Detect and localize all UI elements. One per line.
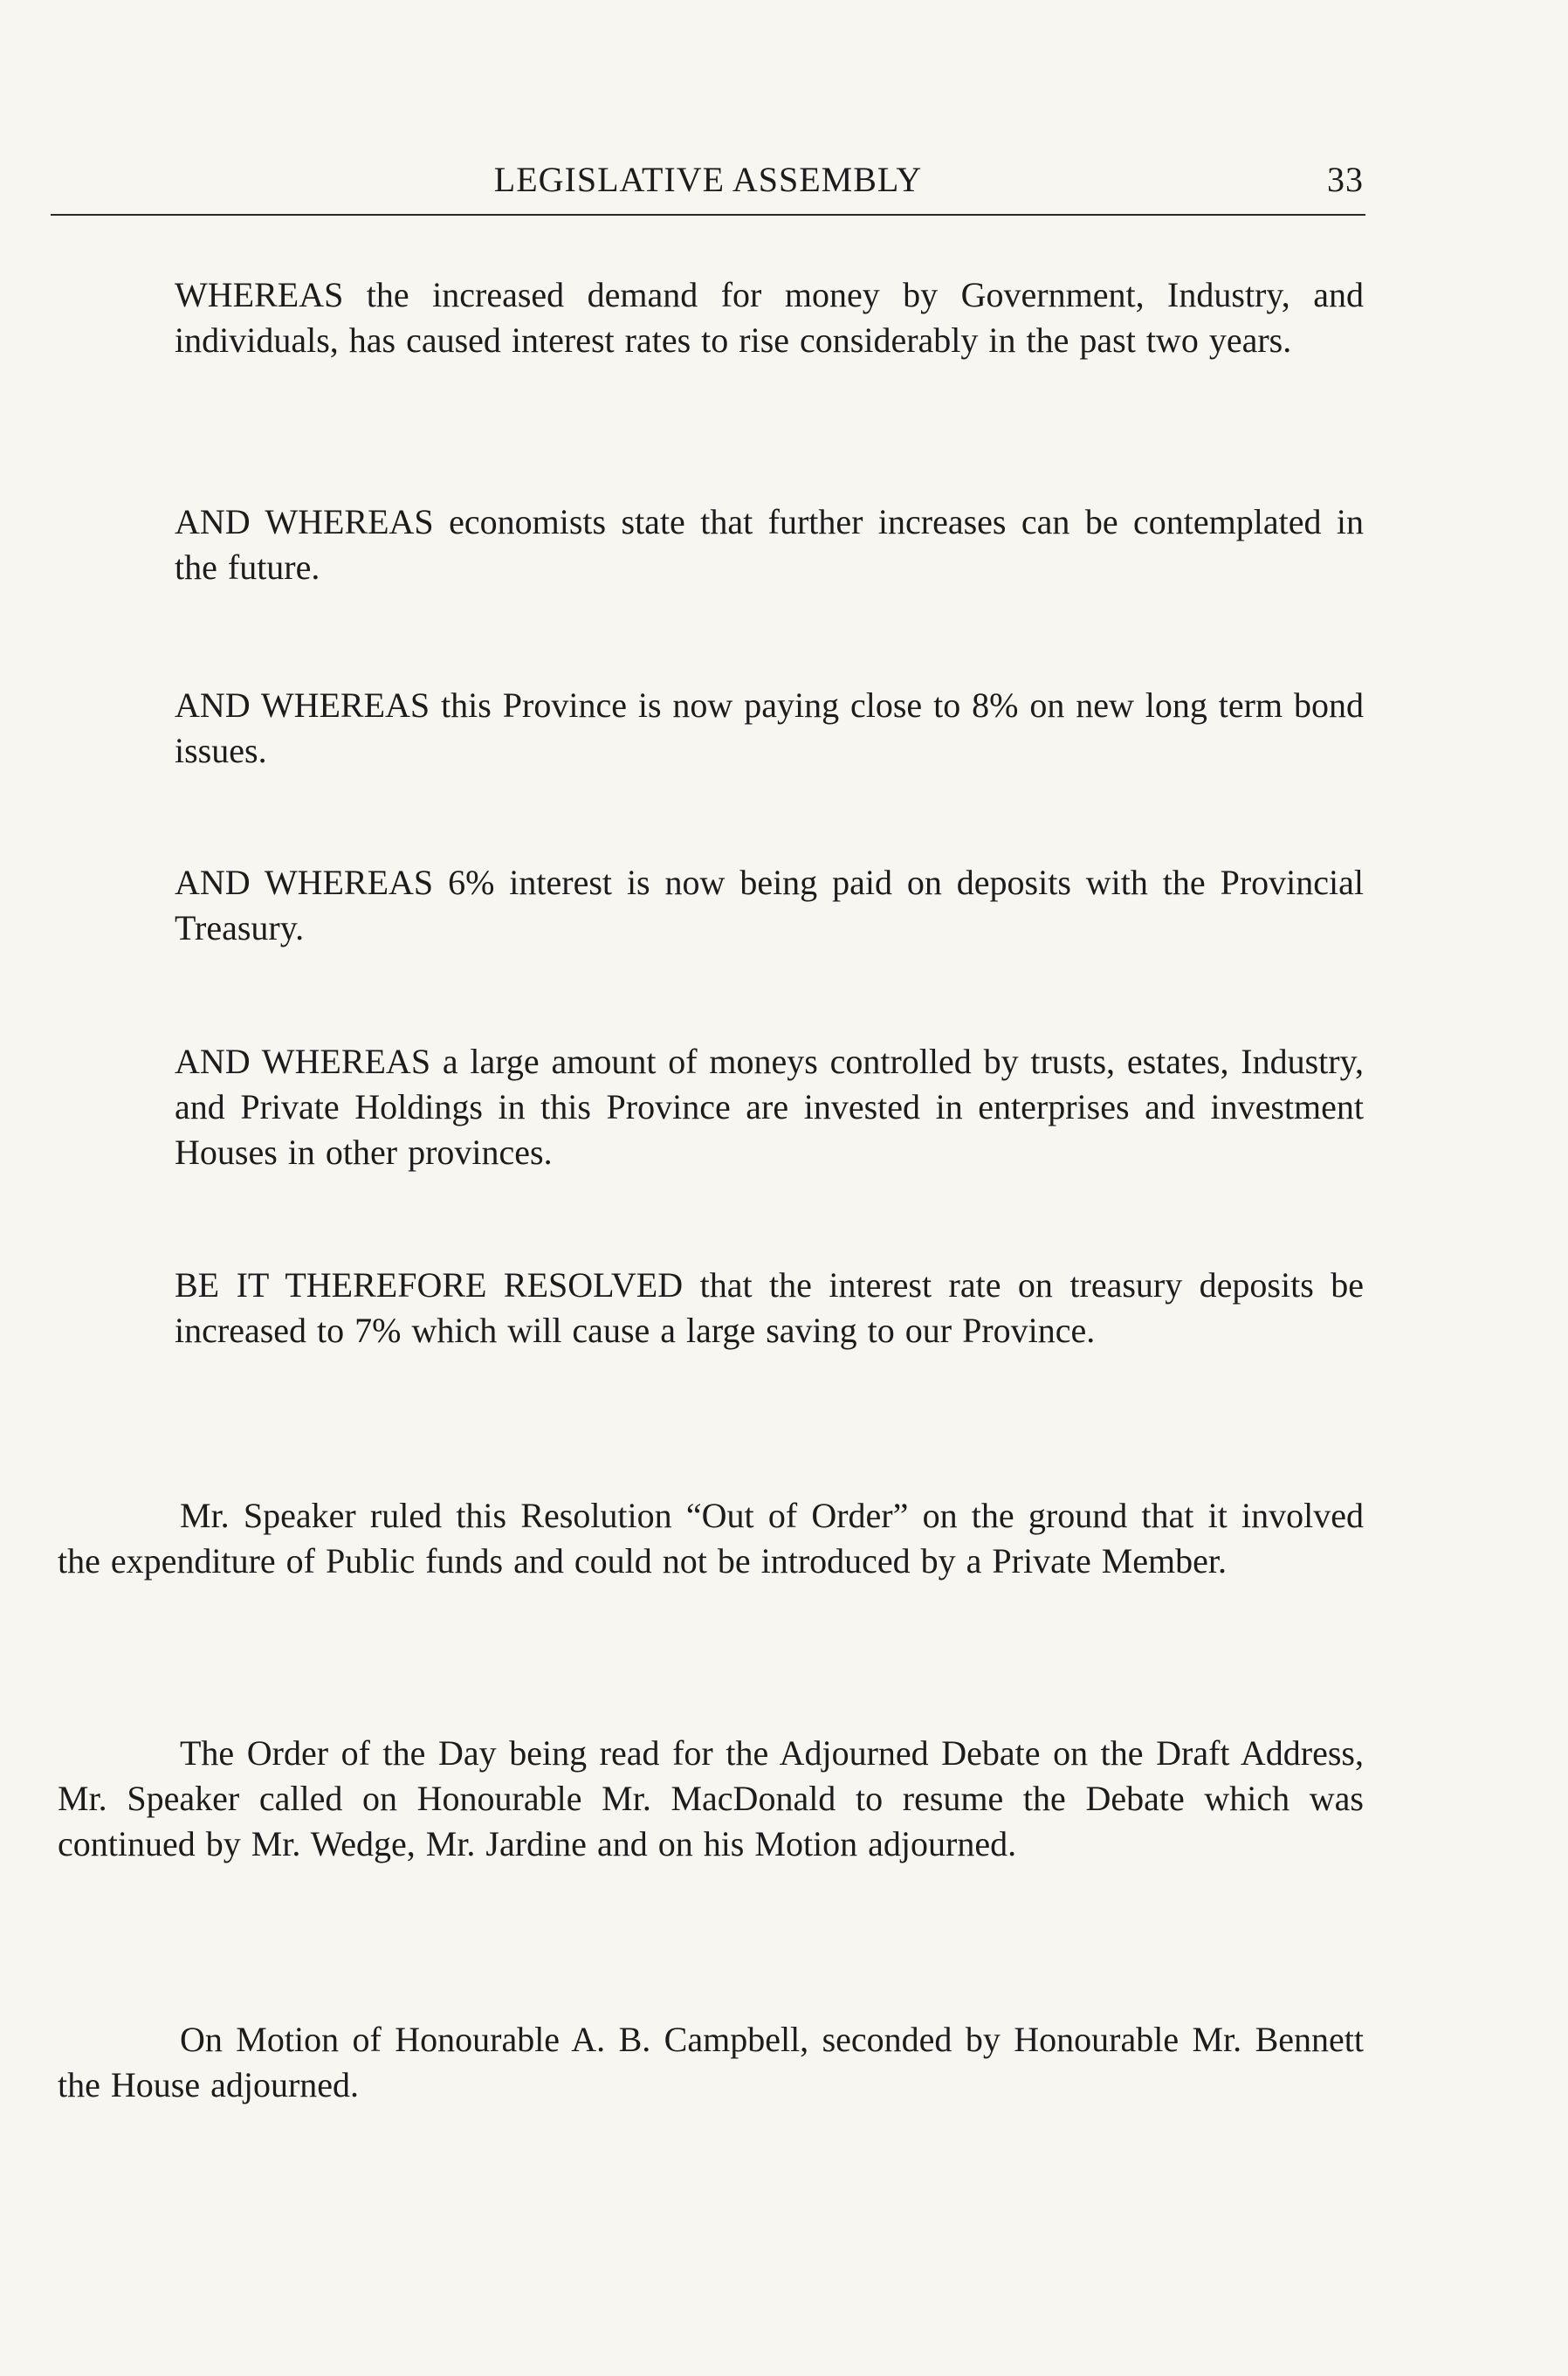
header-title: LEGISLATIVE ASSEMBLY — [493, 160, 923, 199]
whereas-paragraph-economists: AND WHEREAS economists state that further increases can be contemplated in the future. — [175, 502, 1364, 587]
resolved-paragraph: BE IT THEREFORE RESOLVED that the interest rate on treasury deposits be increased to 7% which will cause a large saving to our Province. — [175, 1265, 1364, 1350]
whereas-paragraph-demand: WHEREAS the increased demand for money by Government, Industry, and individuals, has caused interest rates to rise considerably in the past two years. — [175, 275, 1364, 360]
speaker-ruling-paragraph: Mr. Speaker ruled this Resolution “Out of Order” on the ground that it involved the expenditure of Public funds and could not be introduced by a Private Member. — [58, 1496, 1364, 1581]
whereas-paragraph-bond-issues: AND WHEREAS this Province is now paying close to 8% on new long term bond issues. — [175, 685, 1364, 770]
whereas-paragraph-deposits: AND WHEREAS 6% interest is now being paid on deposits with the Provincial Treasury. — [175, 863, 1364, 947]
running-header — [52, 159, 1364, 203]
whereas-paragraph-moneys: AND WHEREAS a large amount of moneys controlled by trusts, estates, Industry, and Private Holdings in this Province are invested in enterprises and investment Houses in other provinces. — [175, 1042, 1364, 1172]
adjournment-paragraph: On Motion of Honourable A. B. Campbell, seconded by Honourable Mr. Bennett the House adjourned. — [58, 2020, 1364, 2104]
order-of-day-paragraph: The Order of the Day being read for the Adjourned Debate on the Draft Address, Mr. Speaker called on Honourable Mr. MacDonald to resume the Debate which was continued by Mr. Wedge, Mr. Jardine and on his Motion adjourned. — [58, 1733, 1364, 1863]
header-rule — [51, 214, 1365, 216]
page-number: 33 — [1327, 160, 1364, 199]
